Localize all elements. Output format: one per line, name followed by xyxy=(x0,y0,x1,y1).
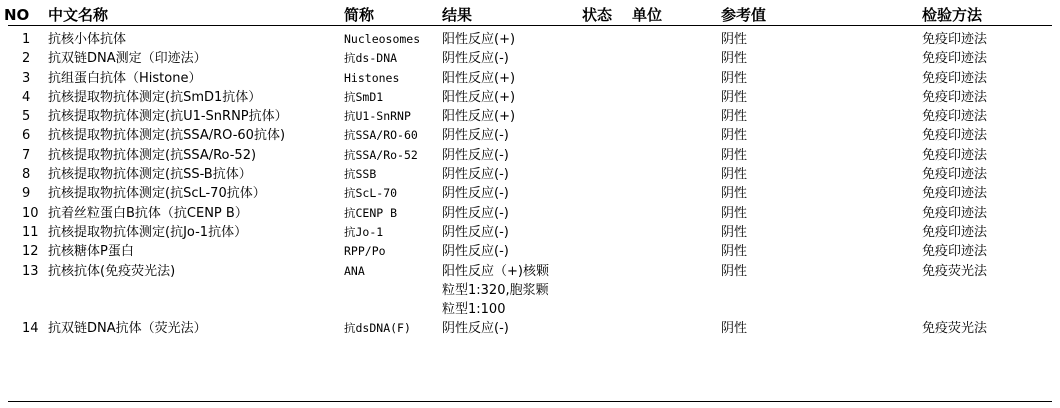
row-name: 抗组蛋白抗体（Histone） xyxy=(48,70,202,86)
row-result-line: 阳性反应(+) xyxy=(442,89,516,105)
row-result xyxy=(442,242,509,261)
header-divider xyxy=(8,25,1052,26)
row-result-line: 阴性反应(-) xyxy=(442,321,509,337)
row-method: 免疫印迹法 xyxy=(922,205,988,221)
header-reference: 参考值 xyxy=(721,6,767,24)
row-abbr: Nucleosomes xyxy=(344,32,421,46)
header-abbr: 简称 xyxy=(344,6,375,24)
row-reference: 阴性 xyxy=(721,89,748,105)
row-method: 免疫印迹法 xyxy=(922,224,988,240)
row-no: 3 xyxy=(22,70,31,86)
row-abbr: 抗SSA/Ro-52 xyxy=(344,147,418,162)
table-row xyxy=(0,165,1060,184)
row-no: 4 xyxy=(22,89,31,105)
row-result xyxy=(442,184,509,203)
row-no: 9 xyxy=(22,186,31,202)
row-reference: 阴性 xyxy=(721,32,748,47)
row-no: 1 xyxy=(22,32,31,47)
row-reference: 阴性 xyxy=(721,109,748,125)
row-abbr: 抗dsDNA(F) xyxy=(344,321,411,336)
table-row xyxy=(0,262,1060,320)
row-name: 抗核提取物抗体测定(抗SSA/RO-60抗体) xyxy=(48,128,286,144)
row-abbr: 抗U1-SnRNP xyxy=(344,109,411,124)
table-row xyxy=(0,223,1060,242)
row-name: 抗核抗体(免疫荧光法) xyxy=(48,263,176,279)
row-abbr: ANA xyxy=(344,263,365,278)
header-method: 检验方法 xyxy=(922,6,983,24)
row-abbr: 抗Jo-1 xyxy=(344,224,384,239)
table-row xyxy=(0,88,1060,107)
row-method: 免疫印迹法 xyxy=(922,109,988,125)
footer-divider xyxy=(8,401,1052,402)
row-name: 抗核提取物抗体测定(抗Jo-1抗体） xyxy=(48,224,248,240)
row-result-line: 阳性反应（+)核颗 xyxy=(442,263,549,279)
row-method: 免疫印迹法 xyxy=(922,32,988,47)
row-name: 抗核提取物抗体测定(抗U1-SnRNP抗体） xyxy=(48,109,288,125)
table-row xyxy=(0,242,1060,261)
row-no: 13 xyxy=(22,263,39,279)
row-method: 免疫印迹法 xyxy=(922,186,988,202)
row-result-line: 阴性反应(-) xyxy=(442,167,509,183)
row-method: 免疫荧光法 xyxy=(922,263,988,279)
row-result-line: 阴性反应(-) xyxy=(442,224,509,240)
header-unit: 单位 xyxy=(632,6,663,24)
row-abbr: RPP/Po xyxy=(344,244,386,259)
row-name: 抗核糖体P蛋白 xyxy=(48,244,134,260)
row-result xyxy=(442,262,549,320)
row-result-line: 阳性反应(+) xyxy=(442,70,516,86)
row-name: 抗核小体抗体 xyxy=(48,32,127,47)
row-reference: 阴性 xyxy=(721,128,748,144)
row-no: 10 xyxy=(22,205,39,221)
table-row xyxy=(0,184,1060,203)
header-no: NO xyxy=(4,6,30,24)
table-row xyxy=(0,49,1060,68)
row-no: 12 xyxy=(22,244,39,260)
row-abbr: 抗ScL-70 xyxy=(344,186,398,201)
row-reference: 阴性 xyxy=(721,147,748,163)
row-abbr: 抗SSB xyxy=(344,167,377,182)
row-no: 2 xyxy=(22,51,31,67)
row-result xyxy=(442,126,509,145)
row-name: 抗核提取物抗体测定(抗ScL-70抗体） xyxy=(48,186,266,202)
table-row xyxy=(0,107,1060,126)
row-result-line: 阴性反应(-) xyxy=(442,128,509,144)
row-reference: 阴性 xyxy=(721,70,748,86)
row-result-line: 阳性反应(+) xyxy=(442,32,516,47)
row-result-line: 粒型1:320,胞浆颗 xyxy=(442,282,549,298)
row-reference: 阴性 xyxy=(721,205,748,221)
row-reference: 阴性 xyxy=(721,244,748,260)
row-result xyxy=(442,146,509,165)
table-row xyxy=(0,126,1060,145)
row-no: 11 xyxy=(22,224,39,240)
row-result-line: 阴性反应(-) xyxy=(442,244,509,260)
row-reference: 阴性 xyxy=(721,167,748,183)
row-method: 免疫印迹法 xyxy=(922,128,988,144)
row-result-line: 阴性反应(-) xyxy=(442,51,509,67)
header-result: 结果 xyxy=(442,6,473,24)
row-abbr: Histones xyxy=(344,70,400,85)
row-result xyxy=(442,30,515,49)
row-reference: 阴性 xyxy=(721,186,748,202)
row-method: 免疫印迹法 xyxy=(922,51,988,67)
table-row xyxy=(0,319,1060,338)
row-result-line: 阴性反应(-) xyxy=(442,205,509,221)
row-method: 免疫印迹法 xyxy=(922,70,988,86)
row-abbr: 抗SmD1 xyxy=(344,89,384,104)
row-name: 抗双链DNA抗体（荧光法） xyxy=(48,321,207,337)
row-method: 免疫荧光法 xyxy=(922,321,988,337)
table-row xyxy=(0,30,1060,49)
header-status: 状态 xyxy=(582,6,613,24)
row-result xyxy=(442,223,509,242)
row-name: 抗着丝粒蛋白B抗体（抗CENP B） xyxy=(48,205,248,221)
table-header xyxy=(0,5,1060,25)
row-abbr: 抗CENP B xyxy=(344,205,398,220)
row-name: 抗核提取物抗体测定(抗SS-B抗体） xyxy=(48,167,252,183)
row-result-line: 阴性反应(-) xyxy=(442,147,509,163)
row-result xyxy=(442,204,509,223)
row-no: 7 xyxy=(22,147,31,163)
row-abbr: 抗SSA/RO-60 xyxy=(344,128,418,143)
row-result-line: 阴性反应(-) xyxy=(442,186,509,202)
row-reference: 阴性 xyxy=(721,224,748,240)
header-name: 中文名称 xyxy=(48,6,109,24)
row-no: 5 xyxy=(22,109,31,125)
row-method: 免疫印迹法 xyxy=(922,89,988,105)
row-reference: 阴性 xyxy=(721,263,748,279)
table-row xyxy=(0,204,1060,223)
row-name: 抗核提取物抗体测定(抗SmD1抗体） xyxy=(48,89,262,105)
table-body xyxy=(0,30,1060,339)
row-no: 6 xyxy=(22,128,31,144)
row-name: 抗双链DNA测定（印迹法） xyxy=(48,51,207,67)
row-result xyxy=(442,49,509,68)
row-reference: 阴性 xyxy=(721,321,748,337)
table-row xyxy=(0,146,1060,165)
row-no: 14 xyxy=(22,321,39,337)
row-result-line: 阳性反应(+) xyxy=(442,109,516,125)
row-result xyxy=(442,88,515,107)
row-method: 免疫印迹法 xyxy=(922,147,988,163)
row-result xyxy=(442,319,509,338)
row-result-line: 粒型1:100 xyxy=(442,302,506,318)
row-result xyxy=(442,165,509,184)
row-reference: 阴性 xyxy=(721,51,748,67)
row-no: 8 xyxy=(22,167,31,183)
table-row xyxy=(0,69,1060,88)
row-method: 免疫印迹法 xyxy=(922,244,988,260)
row-name: 抗核提取物抗体测定(抗SSA/Ro-52) xyxy=(48,147,257,163)
row-result xyxy=(442,69,515,88)
row-result xyxy=(442,107,515,126)
row-abbr: 抗ds-DNA xyxy=(344,51,398,66)
row-method: 免疫印迹法 xyxy=(922,167,988,183)
